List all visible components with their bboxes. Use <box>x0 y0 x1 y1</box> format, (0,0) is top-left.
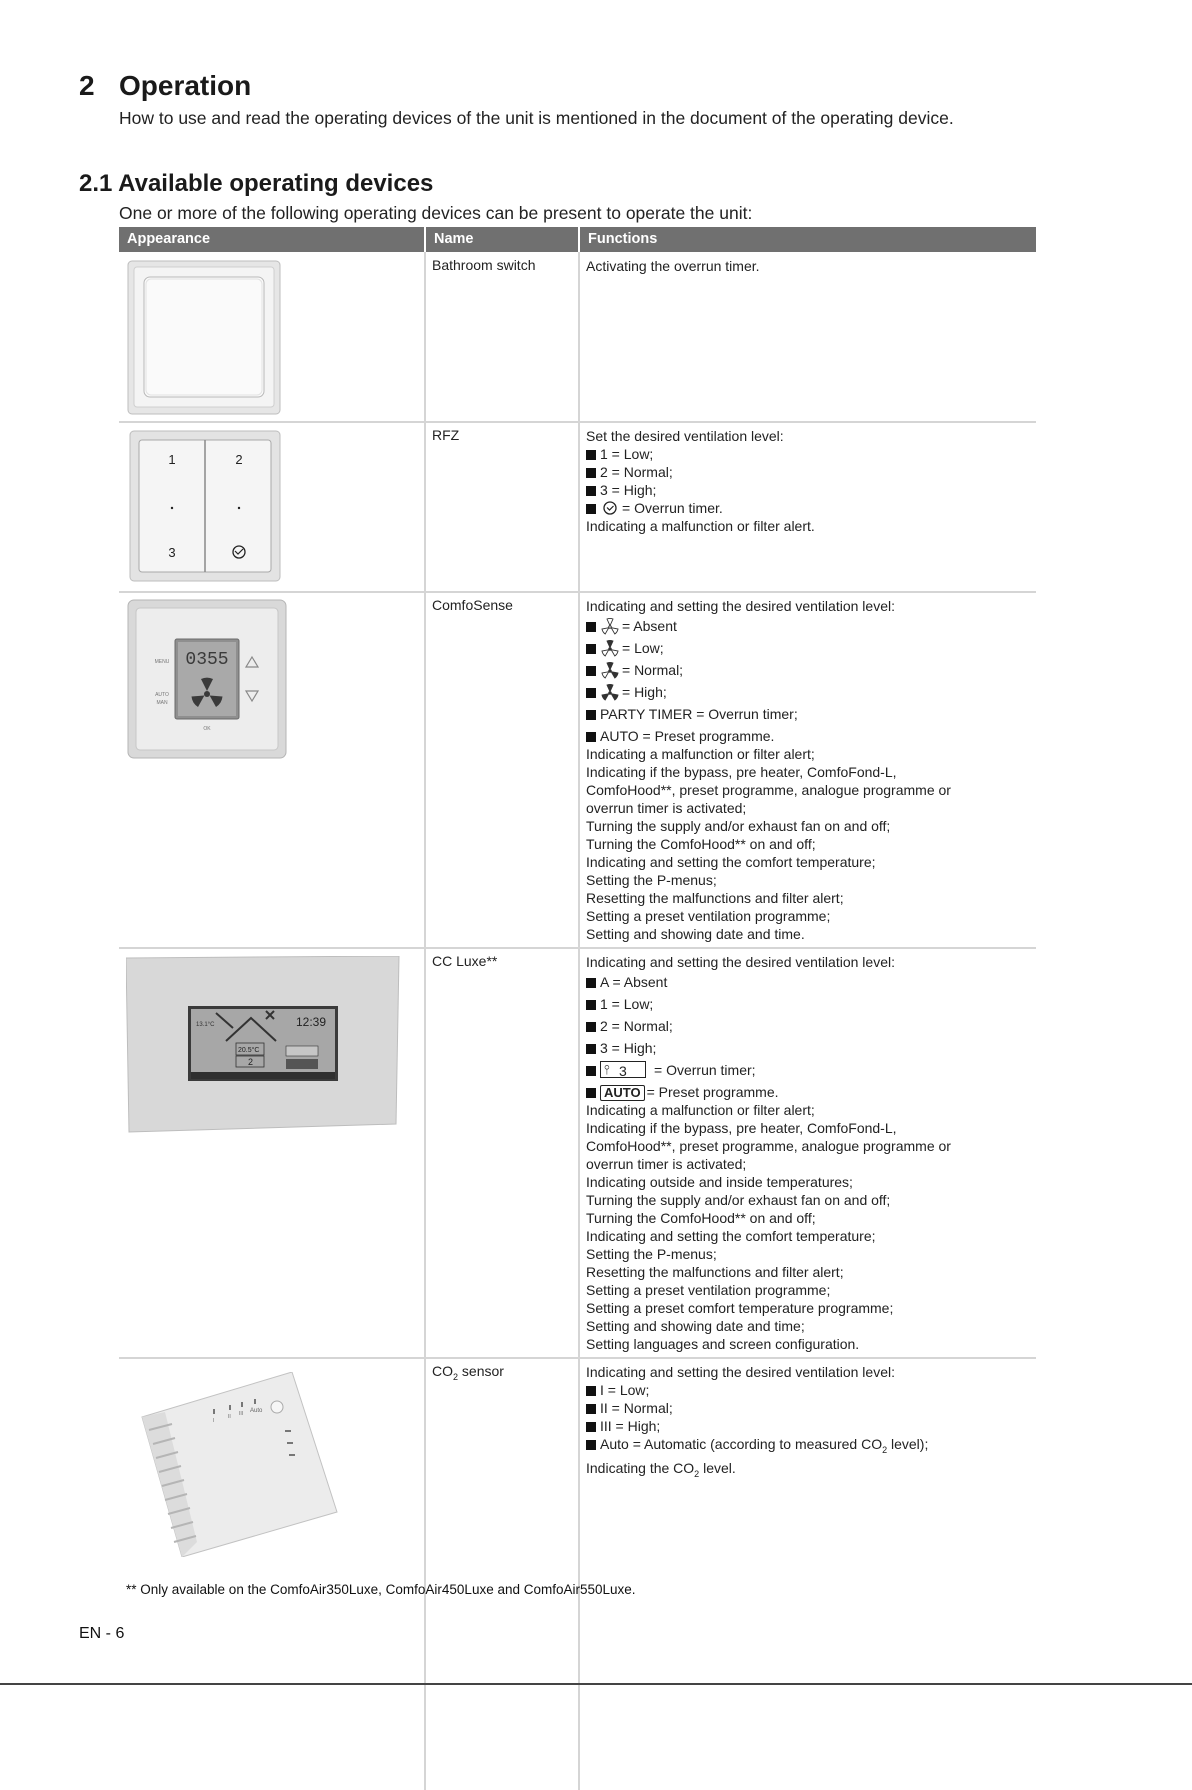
function-line: ComfoHood**, preset programme, analogue programme or <box>586 782 951 798</box>
function-item: = Absent <box>586 615 1026 637</box>
column-divider <box>578 252 580 1790</box>
function-line: Setting the P-menus; <box>586 872 717 888</box>
subsection-number: 2.1 <box>79 170 113 197</box>
subsection-title: Available operating devices <box>118 170 434 197</box>
rfz-label-1: 1 <box>168 452 176 467</box>
function-line: Turning the ComfoHood** on and off; <box>586 836 816 852</box>
function-line: Activating the overrun timer. <box>586 258 760 274</box>
function-line: Resetting the malfunctions and filter alert; <box>586 890 844 906</box>
function-intro: Indicating and setting the desired ventilation level: <box>586 598 895 614</box>
header-functions: Functions <box>578 227 1036 252</box>
function-item: = Normal; <box>586 659 1026 681</box>
function-item: ⫯ 3 = Overrun timer; <box>586 1059 1026 1081</box>
menu-label: MENU <box>154 659 170 665</box>
function-line: Setting a preset comfort temperature programme; <box>586 1300 894 1316</box>
function-item: = Low; <box>586 637 1026 659</box>
function-line: Indicating the $CO_2$ level. <box>586 1459 736 1479</box>
function-line: Resetting the malfunctions and filter alert; <box>586 1264 844 1280</box>
fan-low-icon <box>600 638 620 658</box>
column-divider <box>424 252 426 1790</box>
function-item: 1 = Low; <box>586 445 1026 463</box>
co2-label-2: II <box>228 1414 231 1420</box>
rfz-label-3: 3 <box>168 545 176 560</box>
fan-absent-icon <box>600 616 620 636</box>
device-name: RFZ <box>432 427 460 443</box>
function-item: Auto = Automatic (according to measured $CO_2$ level); <box>586 1435 1026 1459</box>
overrun-timer-icon: ⫯ 3 <box>600 1061 646 1078</box>
function-line: Indicating and setting the comfort temperature; <box>586 854 876 870</box>
function-line: Indicating if the bypass, pre heater, ComfoFond-L, <box>586 1120 897 1136</box>
function-intro: Indicating and setting the desired ventilation level: <box>586 954 895 970</box>
row-divider <box>119 591 1036 593</box>
function-item: 3 = High; <box>586 1037 1026 1059</box>
co2-sensor-photo <box>137 1372 342 1562</box>
display-time: 12:39 <box>295 1015 326 1029</box>
timer-icon <box>602 500 618 516</box>
function-intro: Indicating and setting the desired ventilation level: <box>586 1364 895 1380</box>
function-line: Turning the supply and/or exhaust fan on and off; <box>586 818 891 834</box>
display-level: 2 <box>248 1057 254 1067</box>
display-outside-temp: 13.1°C <box>196 1022 215 1028</box>
function-intro: Set the desired ventilation level: <box>586 428 784 444</box>
device-functions <box>586 597 1026 943</box>
function-line: Turning the supply and/or exhaust fan on and off; <box>586 1192 891 1208</box>
function-item: = High; <box>586 681 1026 703</box>
comfosense-photo <box>127 599 287 764</box>
function-item: 2 = Normal; <box>586 1015 1026 1037</box>
function-line: overrun timer is activated; <box>586 800 747 816</box>
function-item: I = Low; <box>586 1381 1026 1399</box>
function-item: PARTY TIMER = Overrun timer; <box>586 703 1026 725</box>
header-name: Name <box>424 227 578 252</box>
header-appearance: Appearance <box>127 231 211 247</box>
function-item: 3 = High; <box>586 481 1026 499</box>
function-item: AUTO = Preset programme. <box>586 1081 1026 1101</box>
row-divider <box>119 421 1036 423</box>
auto-label: AUTO <box>155 692 169 698</box>
function-item: 2 = Normal; <box>586 463 1026 481</box>
rfz-label-2: 2 <box>235 452 243 467</box>
function-item: II = Normal; <box>586 1399 1026 1417</box>
function-line: Setting a preset ventilation programme; <box>586 1282 831 1298</box>
section-intro: How to use and read the operating devices of the unit is mentioned in the document of the operating device. <box>119 108 954 128</box>
section-title: Operation <box>119 70 252 101</box>
function-item: AUTO = Preset programme. <box>586 725 1026 745</box>
function-line: Setting the P-menus; <box>586 1246 717 1262</box>
cc-luxe-photo <box>126 956 401 1141</box>
function-item: A = Absent <box>586 971 1026 993</box>
footnote: ** Only available on the ComfoAir350Luxe, ComfoAir450Luxe and ComfoAir550Luxe. <box>126 1582 636 1597</box>
function-item: III = High; <box>586 1417 1026 1435</box>
function-line: Indicating if the bypass, pre heater, ComfoFond-L, <box>586 764 897 780</box>
device-functions <box>586 257 1026 275</box>
function-line: Indicating a malfunction or filter alert. <box>586 518 815 534</box>
function-line: Indicating a malfunction or filter alert; <box>586 746 815 762</box>
fan-high-icon <box>600 682 620 702</box>
device-functions <box>586 953 1026 1353</box>
display-readout: 0355 <box>185 650 229 670</box>
co2-label-auto: Auto <box>250 1408 263 1414</box>
function-line: Setting and showing date and time. <box>586 926 805 942</box>
device-functions <box>586 1363 1026 1483</box>
display-inside-temp: 20.5°C <box>238 1047 260 1054</box>
ok-label: OK <box>203 726 211 732</box>
auto-box-icon: AUTO <box>600 1085 645 1101</box>
man-label: MAN <box>156 700 168 706</box>
function-item: 1 = Low; <box>586 993 1026 1015</box>
function-item: = Overrun timer. <box>586 499 1026 517</box>
function-line: Indicating and setting the comfort temperature; <box>586 1228 876 1244</box>
device-name: $CO_2$ sensor <box>432 1363 504 1382</box>
function-line: overrun timer is activated; <box>586 1156 747 1172</box>
fan-normal-icon <box>600 660 620 680</box>
device-functions <box>586 427 1026 535</box>
page-number: EN - 6 <box>79 1625 125 1642</box>
function-line: Indicating outside and inside temperatures; <box>586 1174 853 1190</box>
table-header <box>119 227 1036 252</box>
subsection-intro: One or more of the following operating devices can be present to operate the unit: <box>119 203 753 223</box>
section-heading <box>79 70 251 102</box>
subsection-heading <box>79 170 433 198</box>
row-divider <box>119 947 1036 949</box>
co2-label-1: I <box>213 1418 215 1424</box>
bathroom-switch-photo <box>127 260 281 420</box>
function-line: Setting languages and screen configuration. <box>586 1336 860 1352</box>
device-name: CC Luxe** <box>432 953 498 969</box>
function-line: ComfoHood**, preset programme, analogue programme or <box>586 1138 951 1154</box>
function-line: Indicating a malfunction or filter alert; <box>586 1102 815 1118</box>
row-divider <box>119 1357 1036 1359</box>
rfz-switch-photo <box>129 430 281 587</box>
function-line: Setting and showing date and time; <box>586 1318 805 1334</box>
device-name: ComfoSense <box>432 597 513 613</box>
section-number: 2 <box>79 70 95 101</box>
device-name: Bathroom switch <box>432 257 536 273</box>
co2-label-3: III <box>239 1411 244 1417</box>
function-line: Setting a preset ventilation programme; <box>586 908 831 924</box>
function-line: Turning the ComfoHood** on and off; <box>586 1210 816 1226</box>
